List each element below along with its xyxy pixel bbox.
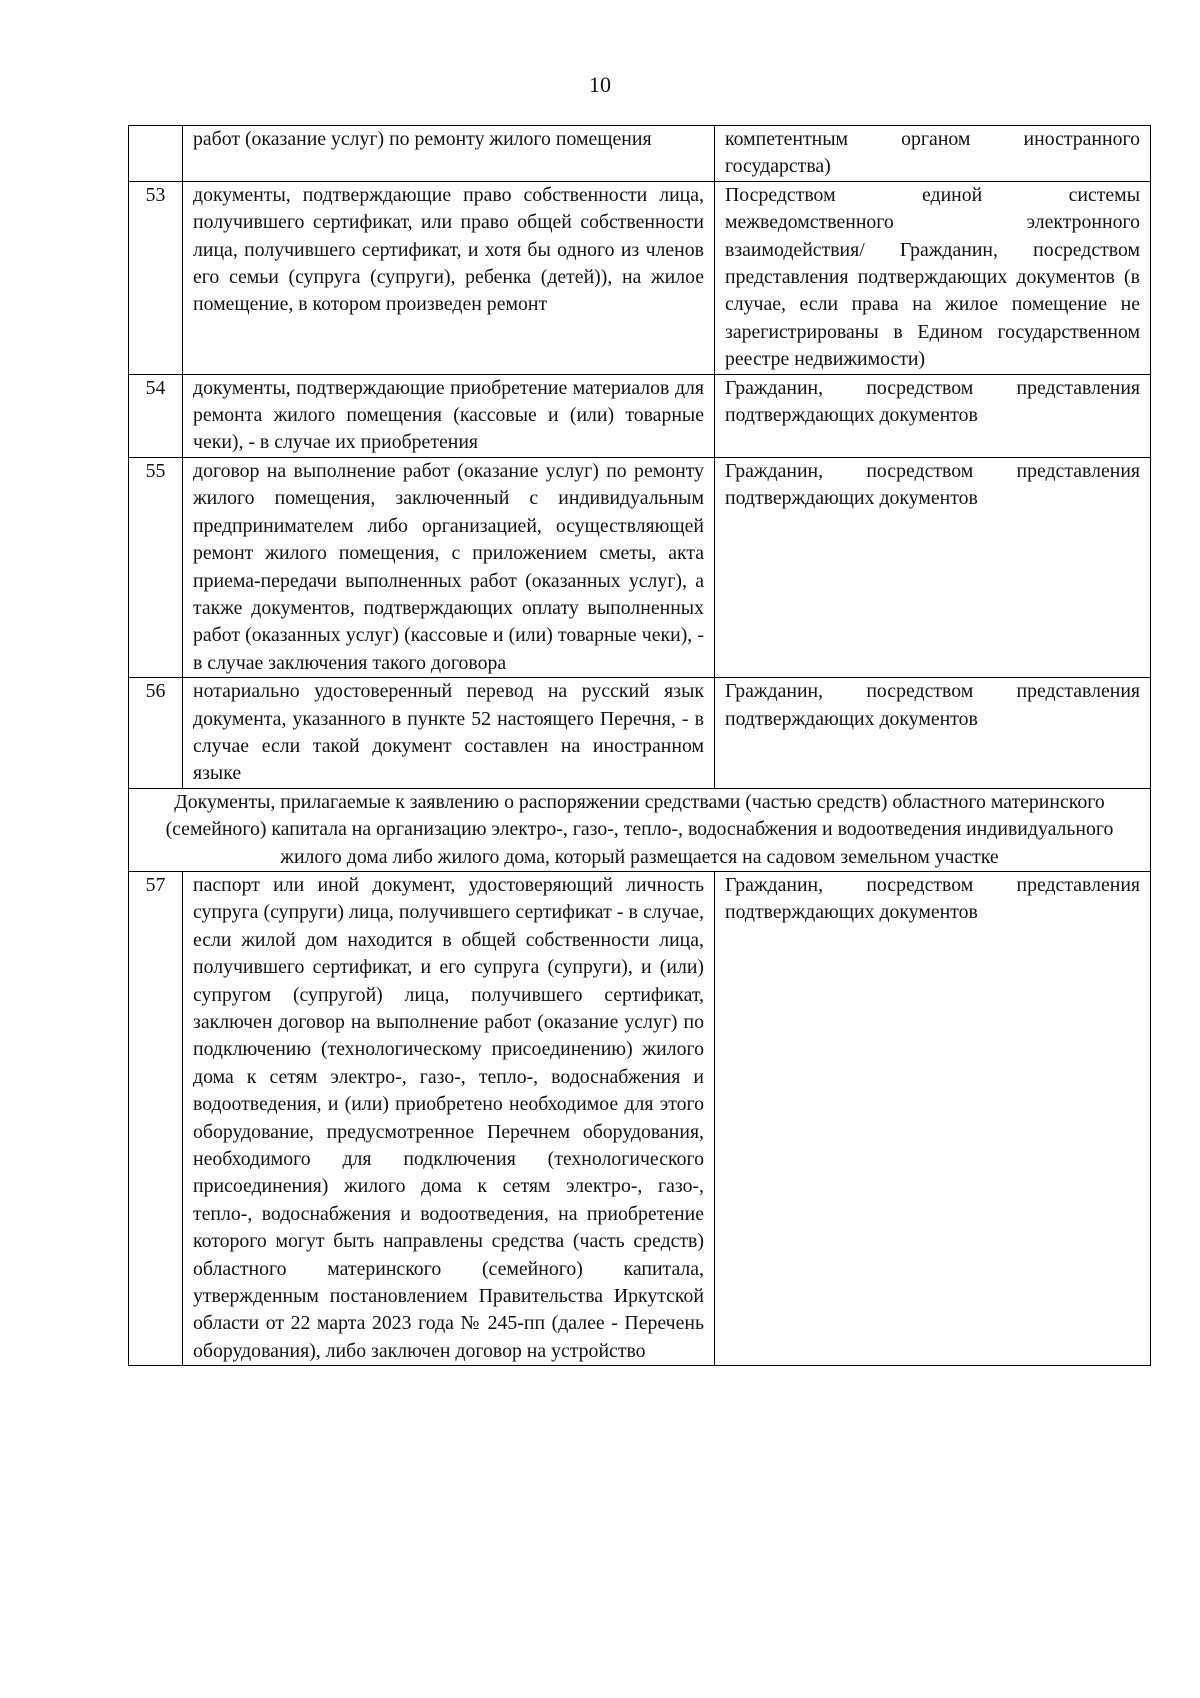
document-name-cell: нотариально удостоверенный перевод на русский язык документа, указанного в пункте 52 настоящего Перечня, - в случае если такой документ составлен на иностранном языке [183, 678, 715, 789]
document-source-cell: Гражданин, посредством представления подтверждающих документов [715, 374, 1151, 457]
table-row [129, 374, 1151, 457]
table-row [129, 457, 1151, 677]
row-number: 54 [129, 374, 183, 457]
table-row [129, 678, 1151, 789]
document-name-cell: паспорт или иной документ, удостоверяющий личность супруга (супруги) лица, получившего сертификат - в случае, если жилой дом находится в общей собственности лица, получившего сертификат, и его супруга (супруги), и (или) супругом (супругой) лица, получившего сертификат, заключен договор на выполнение работ (оказание услуг) по подключению (технологическому присоединению) жилого дома к сетям электро-, газо-, тепло-, водоснабжения и водоотведения, и (или) приобретено необходимое для этого оборудование, предусмотренное Перечнем оборудования, необходимого для подключения (технологического присоединения) жилого дома к сетям электро-, газо-, тепло-, водоснабжения и водоотведения, на приобретение которого могут быть направлены средства (часть средств) областного материнского (семейного) капитала, утвержденным постановлением Правительства Иркутской области от 22 марта 2023 года № 245-пп (далее - Перечень оборудования), либо заключен договор на устройство [183, 871, 715, 1365]
table-row [129, 126, 1151, 182]
row-number [129, 126, 183, 182]
document-name-cell: документы, подтверждающие право собственности лица, получившего сертификат, или право общей собственности лица, получившего сертификат, и хотя бы одного из членов его семьи (супруга (супруги), ребенка (детей)), на жилое помещение, в котором произведен ремонт [183, 181, 715, 374]
document-source-cell: Гражданин, посредством представления подтверждающих документов [715, 871, 1151, 1365]
row-number: 57 [129, 871, 183, 1365]
section-heading: Документы, прилагаемые к заявлению о распоряжении средствами (частью средств) областного материнского (семейного) капитала на организацию электро-, газо-, тепло-, водоснабжения и водоотведения индивидуального жилого дома либо жилого дома, который размещается на садовом земельном участке [129, 788, 1151, 871]
row-number: 56 [129, 678, 183, 789]
document-source-cell: Гражданин, посредством представления подтверждающих документов [715, 678, 1151, 789]
section-heading-row [129, 788, 1151, 871]
document-source-cell: компетентным органом иностранного государства) [715, 126, 1151, 182]
document-source-cell: Гражданин, посредством представления подтверждающих документов [715, 457, 1151, 677]
table-row [129, 871, 1151, 1365]
row-number: 55 [129, 457, 183, 677]
row-number: 53 [129, 181, 183, 374]
documents-table [128, 125, 1151, 1366]
document-source-cell: Посредством единой системы межведомственного электронного взаимодействия/ Гражданин, посредством представления подтверждающих документов (в случае, если права на жилое помещение не зарегистрированы в Едином государственном реестре недвижимости) [715, 181, 1151, 374]
table-row [129, 181, 1151, 374]
document-name-cell: документы, подтверждающие приобретение материалов для ремонта жилого помещения (кассовые и (или) товарные чеки), - в случае их приобретения [183, 374, 715, 457]
document-name-cell: работ (оказание услуг) по ремонту жилого помещения [183, 126, 715, 182]
document-name-cell: договор на выполнение работ (оказание услуг) по ремонту жилого помещения, заключенный с индивидуальным предпринимателем либо организацией, осуществляющей ремонт жилого помещения, с приложением сметы, акта приема-передачи выполненных работ (оказанных услуг), а также документов, подтверждающих оплату выполненных работ (оказанных услуг) (кассовые и (или) товарные чеки), - в случае заключения такого договора [183, 457, 715, 677]
page-number: 10 [589, 72, 611, 97]
